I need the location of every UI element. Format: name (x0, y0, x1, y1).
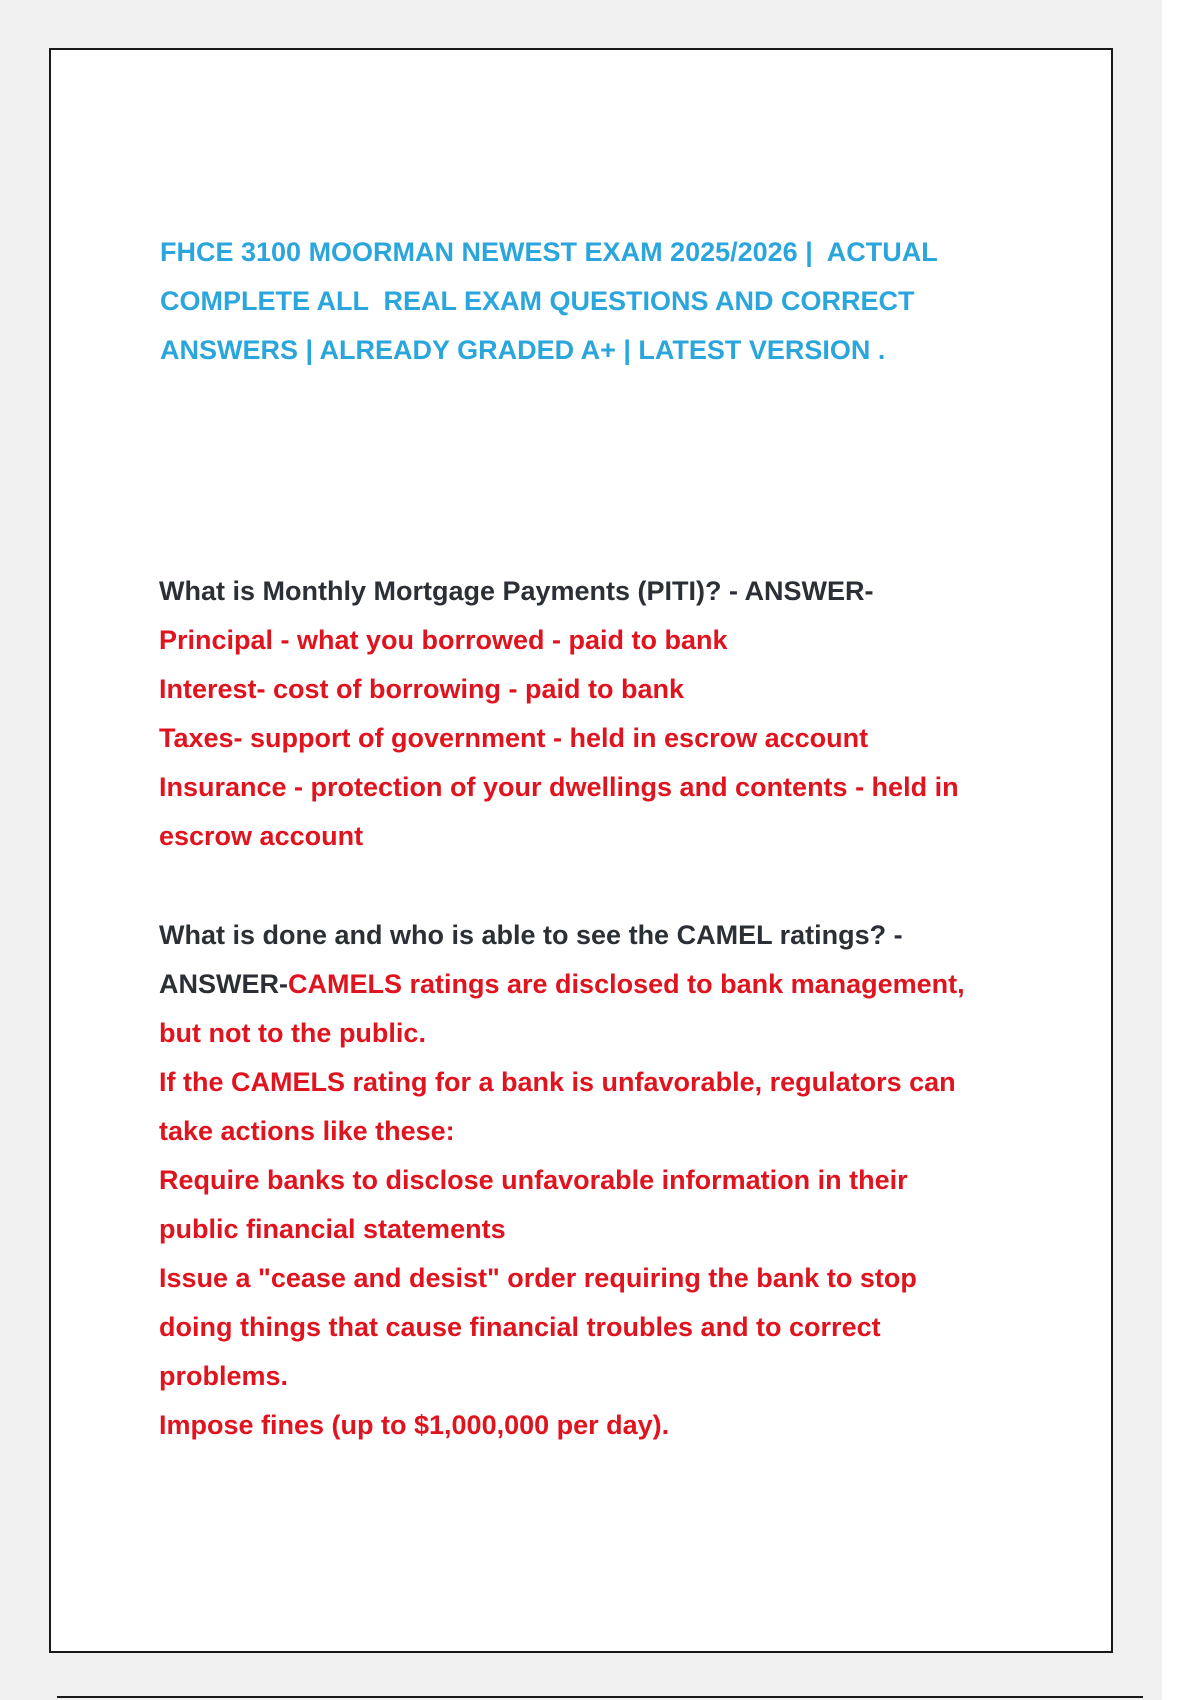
answer-line: doing things that cause financial troubles and to correct (159, 1312, 881, 1342)
qa-block-camel (159, 911, 1059, 1450)
answer-line: If the CAMELS rating for a bank is unfavorable, regulators can (159, 1067, 956, 1097)
answer-label: ANSWER- (159, 969, 288, 999)
answer-line: problems. (159, 1361, 289, 1391)
document-title (160, 228, 1020, 375)
title-line-1: FHCE 3100 MOORMAN NEWEST EXAM 2025/2026 | ACTUAL (160, 237, 938, 267)
answer-line: Impose fines (up to $1,000,000 per day). (159, 1410, 670, 1440)
answer-line: Require banks to disclose unfavorable information in their (159, 1165, 908, 1195)
answer-line: Taxes- support of government - held in escrow account (159, 723, 869, 753)
title-line-3: ANSWERS | ALREADY GRADED A+ | LATEST VERSION . (160, 335, 886, 365)
next-page-top-edge (57, 1696, 1143, 1698)
question-piti: What is Monthly Mortgage Payments (PITI)? - ANSWER- (159, 576, 874, 606)
answer-intro-line (159, 960, 1059, 1009)
qa-block-piti (159, 567, 1059, 861)
answer-line: escrow account (159, 821, 364, 851)
answer-line: Principal - what you borrowed - paid to bank (159, 625, 728, 655)
viewer-right-margin (1162, 0, 1200, 1700)
document-page (49, 48, 1113, 1653)
answer-line: public financial statements (159, 1214, 506, 1244)
answer-line: but not to the public. (159, 1018, 426, 1048)
answer-line: Interest- cost of borrowing - paid to bank (159, 674, 685, 704)
title-line-2: COMPLETE ALL REAL EXAM QUESTIONS AND CORRECT (160, 286, 915, 316)
answer-text: CAMELS ratings are disclosed to bank management, (288, 969, 965, 999)
answer-line: take actions like these: (159, 1116, 455, 1146)
answer-line: Insurance - protection of your dwellings and contents - held in (159, 772, 959, 802)
question-camel: What is done and who is able to see the CAMEL ratings? - (159, 920, 903, 950)
answer-line: Issue a "cease and desist" order requiring the bank to stop (159, 1263, 917, 1293)
